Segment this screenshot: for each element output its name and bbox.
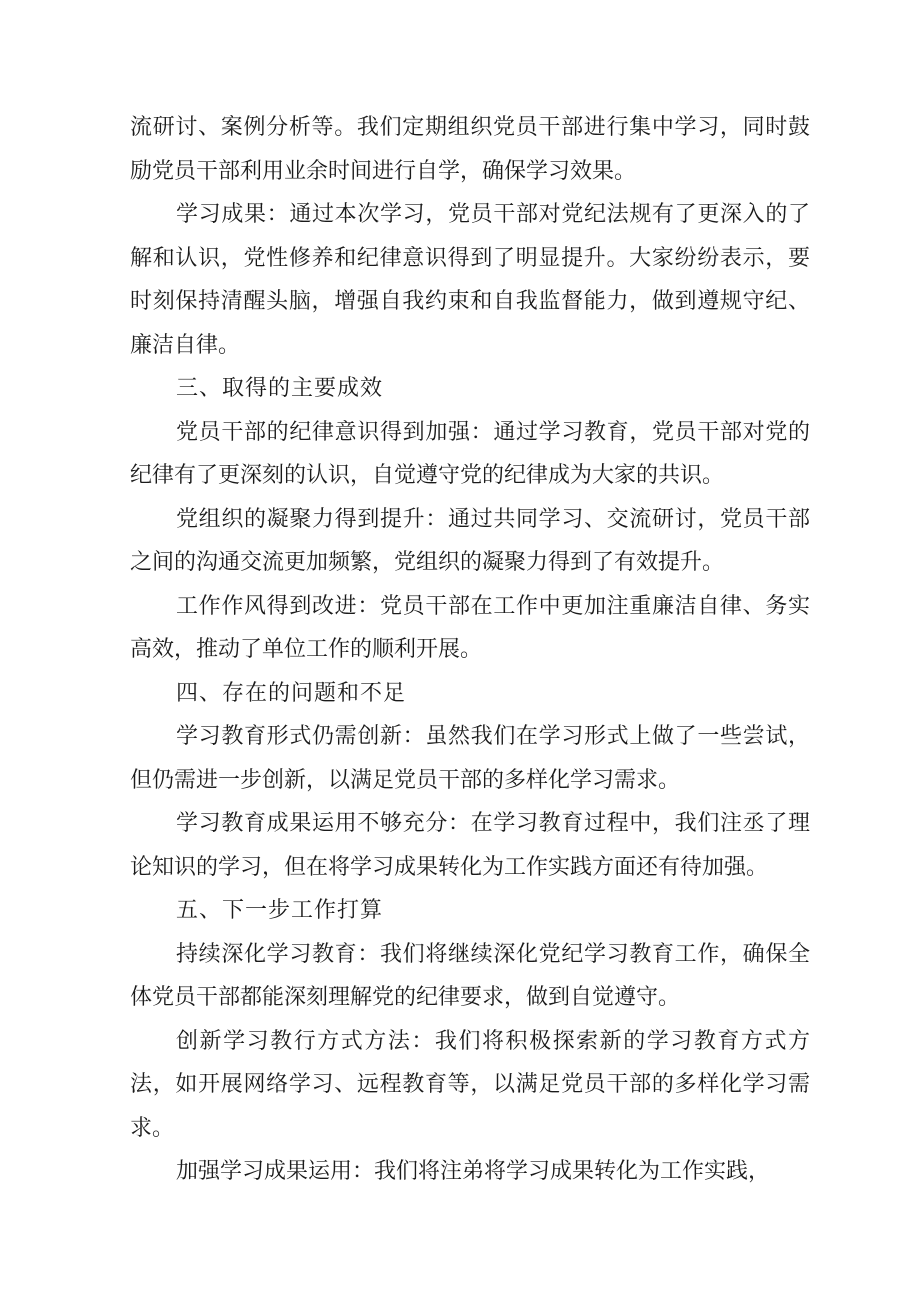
section-heading-3: 三、取得的主要成效 bbox=[176, 376, 384, 401]
paragraph-results-application: 学习教育成果运用不够充分：在学习教育过程中，我们注丞了理论知识的学习，但在将学习成果转化为工作实践方面还有待加强。 bbox=[130, 811, 810, 880]
paragraph-cohesion: 党组织的凝聚力得到提升：通过共同学习、交流研讨，党员干部之间的沟通交流更加频繁，党组织的凝聚力得到了有效提升。 bbox=[130, 506, 810, 575]
paragraph-innovate-methods: 创新学习教行方式方法：我们将积极探索新的学习教育方式方法，如开展网络学习、远程教育等，以满足党员干部的多样化学习需求。 bbox=[130, 1028, 810, 1141]
paragraph-discipline-awareness: 党员干部的纪律意识得到加强：通过学习教育，党员干部对党的纪律有了更深刻的认识，自觉遵守党的纪律成为大家的共识。 bbox=[130, 419, 810, 488]
section-heading-5: 五、下一步工作打算 bbox=[176, 898, 384, 923]
paragraph-strengthen-application: 加强学习成果运用：我们将注弟将学习成果转化为工作实践， bbox=[176, 1159, 771, 1184]
paragraph-work-style: 工作作风得到改进：党员干部在工作中更加注重廉洁自律、务实高效，推动了单位工作的顺利开展。 bbox=[130, 593, 810, 662]
paragraph-form-innovation: 学习教育形式仍需创新：虽然我们在学习形式上做了一些尝试，但仍需进一步创新，以满足党员干部的多样化学习需求。 bbox=[130, 724, 810, 793]
section-heading-4: 四、存在的问题和不足 bbox=[176, 680, 407, 706]
document-body bbox=[130, 106, 810, 1194]
paragraph-deepen-education: 持续深化学习教育：我们将继续深化党纪学习教育工作，确保全体党员干部都能深刻理解党的纪律要求，做到自觉遵守。 bbox=[130, 941, 810, 1010]
paragraph-learning-results: 学习成果：通过本次学习，党员干部对党纪法规有了更深入的了解和认识，党性修养和纪律意识得到了明显提升。大家纷纷表示，要时刻保持清醒头脑，增强自我约束和自我监督能力，做到遵规守纪、廉洁自律。 bbox=[130, 202, 810, 358]
paragraph-continuation: 流研讨、案例分析等。我们定期组织党员干部进行集中学习，同时鼓励党员干部利用业余时间进行自学，确保学习效果。 bbox=[130, 115, 810, 184]
